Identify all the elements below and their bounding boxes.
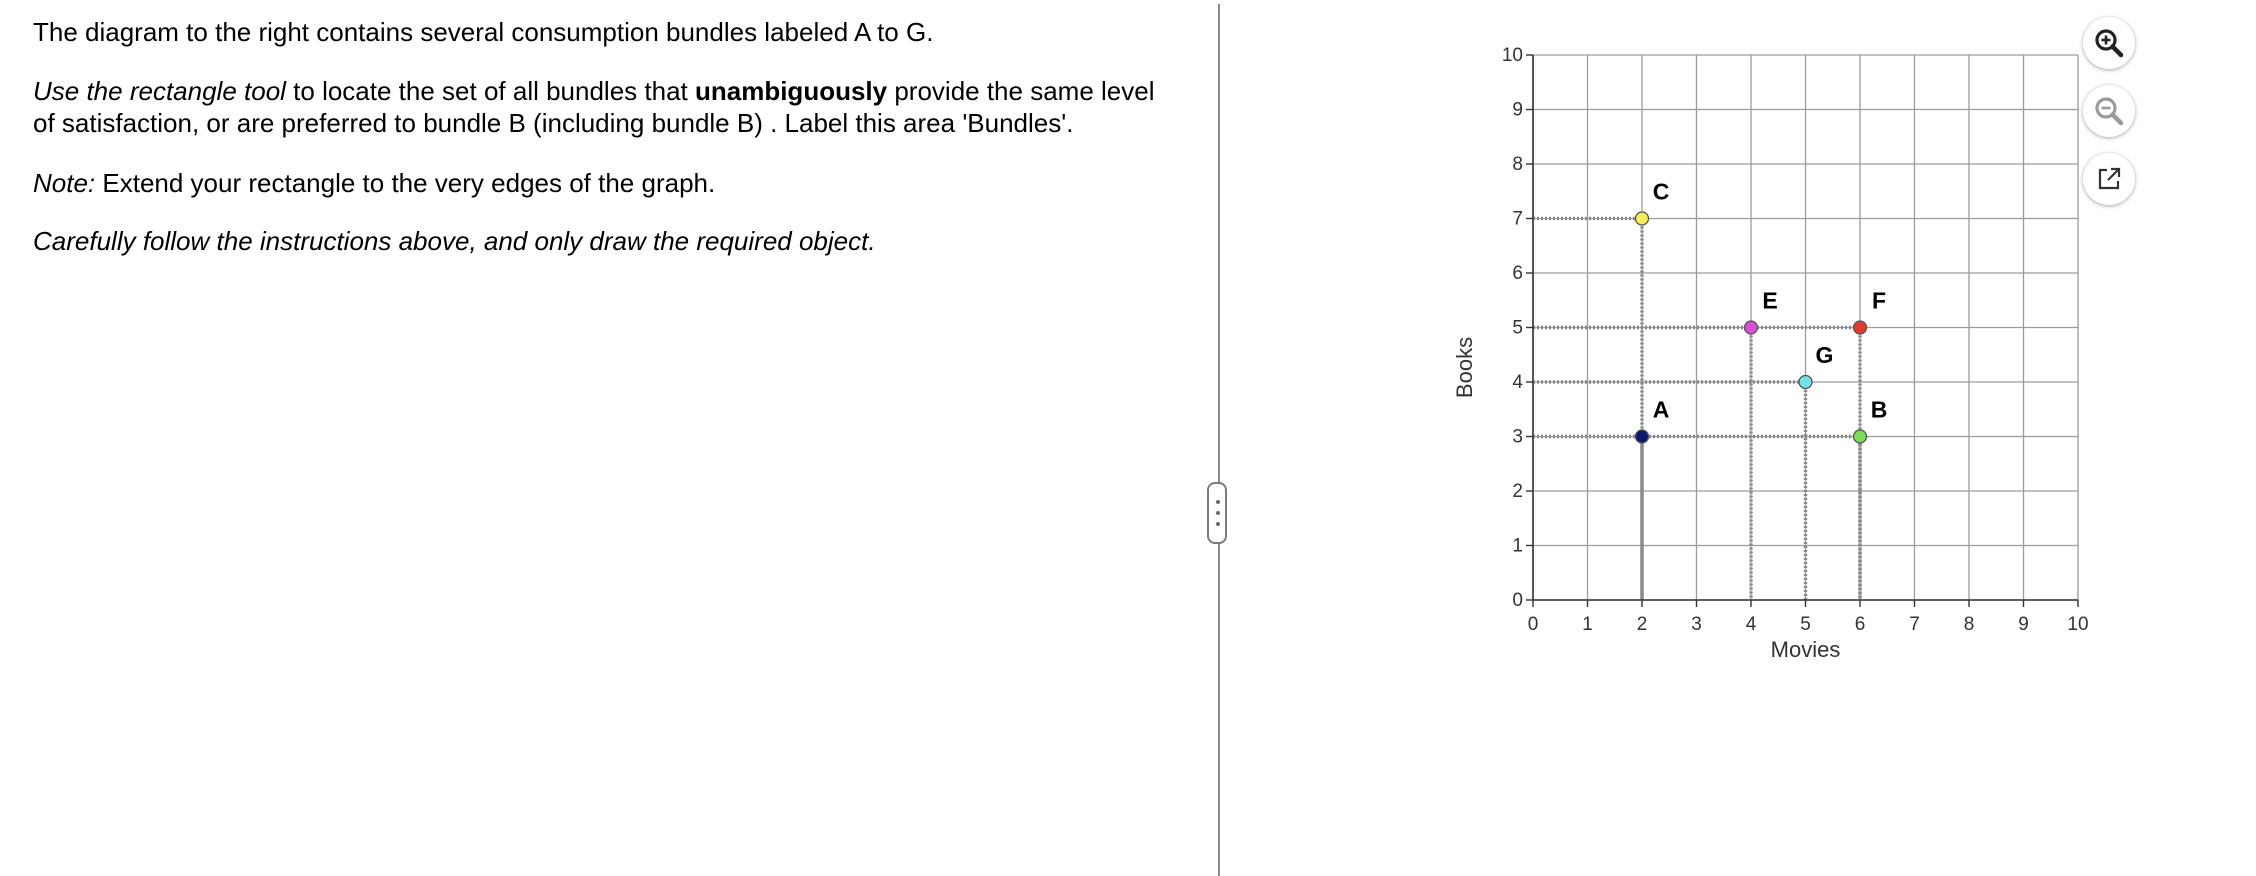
y-tick-label: 5 (1512, 317, 1523, 339)
handle-dot (1216, 511, 1220, 515)
bundle-label-a: A (1652, 396, 1670, 423)
bundle-label-e: E (1762, 287, 1778, 314)
caution-text (33, 225, 876, 257)
handle-dot (1216, 500, 1220, 504)
x-axis-label: Movies (1770, 637, 1841, 662)
x-tick-label: 1 (1582, 614, 1593, 635)
handle-dot (1216, 522, 1220, 526)
task-text-line2: of satisfaction, or are preferred to bundle B (including bundle B) . Label this area 'Bundles'. (33, 108, 1074, 138)
note-label: Note: (33, 168, 96, 198)
bundle-point-a[interactable] (1636, 430, 1649, 443)
bundle-label-f: F (1871, 287, 1887, 314)
note-text (33, 167, 715, 199)
y-axis-label: Books (1452, 336, 1477, 399)
y-tick-label: 3 (1512, 426, 1523, 448)
x-tick-label: 7 (1909, 614, 1920, 635)
task-bold: unambiguously (694, 76, 888, 106)
bundle-point-c[interactable] (1636, 212, 1649, 225)
pane-divider[interactable] (1218, 4, 1220, 876)
x-tick-label: 6 (1854, 614, 1866, 635)
x-tick-label: 10 (2067, 614, 2089, 635)
intro-text: The diagram to the right contains several consumption bundles labeled A to G. (33, 17, 934, 47)
y-tick-label: 4 (1512, 372, 1523, 393)
zoom-in-button[interactable] (2083, 17, 2135, 69)
y-tick-label: 2 (1512, 481, 1523, 502)
bundle-point-g[interactable] (1799, 376, 1812, 389)
bundle-label-b: B (1870, 396, 1888, 423)
task-part2: provide the same level (887, 76, 1155, 106)
graph-canvas[interactable] (1420, 20, 2089, 680)
x-tick-label: 8 (1963, 614, 1975, 635)
y-tick-label: 8 (1512, 154, 1523, 175)
bundle-point-f[interactable] (1854, 321, 1867, 334)
y-tick-label: 10 (1501, 45, 1523, 66)
bundle-label-g: G (1815, 342, 1834, 368)
task-italic: Use the rectangle tool (33, 76, 286, 106)
x-tick-label: 9 (2018, 614, 2029, 635)
zoom-in-icon (2093, 27, 2125, 59)
x-tick-label: 3 (1691, 614, 1702, 635)
bundle-point-e[interactable] (1745, 321, 1758, 334)
y-tick-label: 9 (1512, 99, 1523, 121)
zoom-out-icon (2093, 95, 2125, 127)
axes (1502, 45, 2089, 635)
task-text-line1 (33, 75, 1154, 107)
x-tick-label: 4 (1745, 614, 1757, 635)
bundle-point-b[interactable] (1854, 430, 1867, 443)
x-tick-label: 2 (1636, 614, 1648, 635)
y-tick-label: 0 (1512, 590, 1523, 611)
x-tick-label: 5 (1800, 614, 1811, 635)
x-tick-label: 0 (1527, 614, 1539, 635)
y-tick-label: 6 (1512, 263, 1523, 284)
caution-italic: Carefully follow the instructions above, and only draw the required object. (33, 226, 876, 256)
bundle-label-c: C (1652, 178, 1670, 205)
splitter-handle[interactable] (1207, 482, 1227, 544)
zoom-out-button[interactable] (2083, 85, 2135, 137)
task-part1: to locate the set of all bundles that (285, 76, 695, 106)
pop-out-button[interactable] (2083, 153, 2135, 205)
y-tick-label: 1 (1512, 535, 1523, 557)
y-tick-label: 7 (1512, 208, 1523, 230)
pop-out-icon (2093, 163, 2125, 195)
note-body: Extend your rectangle to the very edges of the graph. (95, 168, 716, 198)
